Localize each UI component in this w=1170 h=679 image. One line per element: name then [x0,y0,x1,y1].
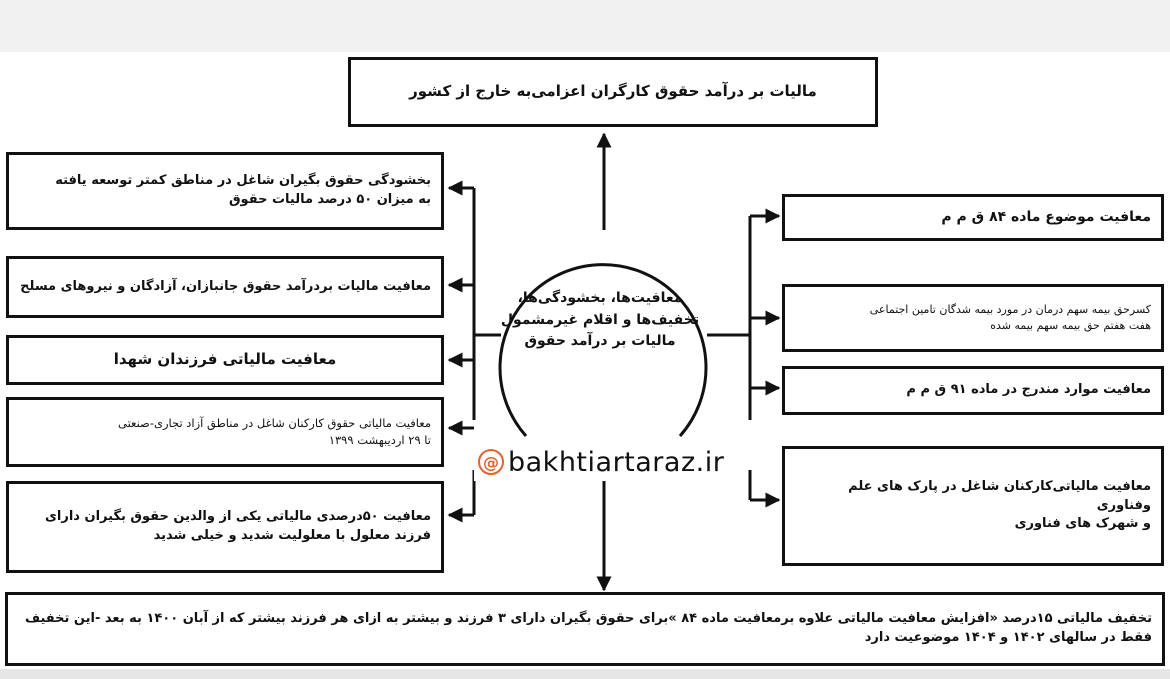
watermark [474,443,728,481]
right-box-1 [782,194,1164,241]
left-box-4 [6,397,444,467]
left-box-5 [6,481,444,573]
left-box-2 [6,256,444,318]
right-box-4 [782,446,1164,566]
left-box-4-text: معافیت مالیاتی حقوق کارکنان شاغل در مناطق آزاد تجاری-صنعتی تا ۲۹ اردیبهشت ۱۳۹۹ [117,416,431,447]
right-box-2 [782,284,1164,352]
right-box-3 [782,366,1164,415]
center-circle-text: معافیت‌ها، بخشودگی‌ها، تخفیف‌ها و اقلام غیرمشمول مالیات بر درآمد حقوق [500,290,700,350]
top-box [348,57,878,127]
left-box-1-text: بخشودگی حقوق بگیران شاغل در مناطق کمتر توسعه یافته به میزان ۵۰ درصد مالیات حقوق [55,173,431,207]
right-box-4-text: معافیت مالیاتی‌کارکنان شاغل در پارک های علم وفناوری و شهرک های فناوری [848,478,1151,532]
right-box-2-text: کسرحق بیمه سهم درمان در مورد بیمه شدگان تامین اجتماعی هفت هفتم حق بیمه سهم بیمه شده [869,303,1151,332]
top-box-text: مالیات بر درآمد حقوق کارگران اعزامی‌به خارج از کشور [409,82,817,101]
bottom-box-text: تخفیف مالیاتی ۱۵درصد «افزایش معافیت مالیاتی علاوه برمعافیت ماده ۸۴ »برای حقوق بگیران دارای ۳ فرزند و بیشتر به ازای هر فرزند بیشتر که از آبان ۱۴۰۰ به بعد -این تخفیف فقط در سالهای ۱۴۰۲ و ۱۴۰۴ موضوعیت دارد [25,611,1152,645]
left-box-3 [6,335,444,385]
left-box-3-text: معافیت مالیاتی فرزندان شهدا [113,350,337,369]
at-sign-icon: @ [478,449,504,475]
right-box-3-text: معافیت موارد مندرج در ماده ۹۱ ق م م [906,382,1151,398]
bottom-box [5,592,1165,666]
left-box-1 [6,152,444,230]
left-box-2-text: معافیت مالیات بردرآمد حقوق جانبازان، آزادگان و نیروهای مسلح [20,278,431,294]
right-box-1-text: معافیت موضوع ماده ۸۴ ق م م [941,209,1151,226]
left-box-5-text: معافیت ۵۰درصدی مالیاتی یکی از والدین حقوق بگیران دارای فرزند معلول با معلولیت شدید و خیلی شدید [44,509,431,543]
watermark-text: bakhtiartaraz.ir [508,446,725,478]
